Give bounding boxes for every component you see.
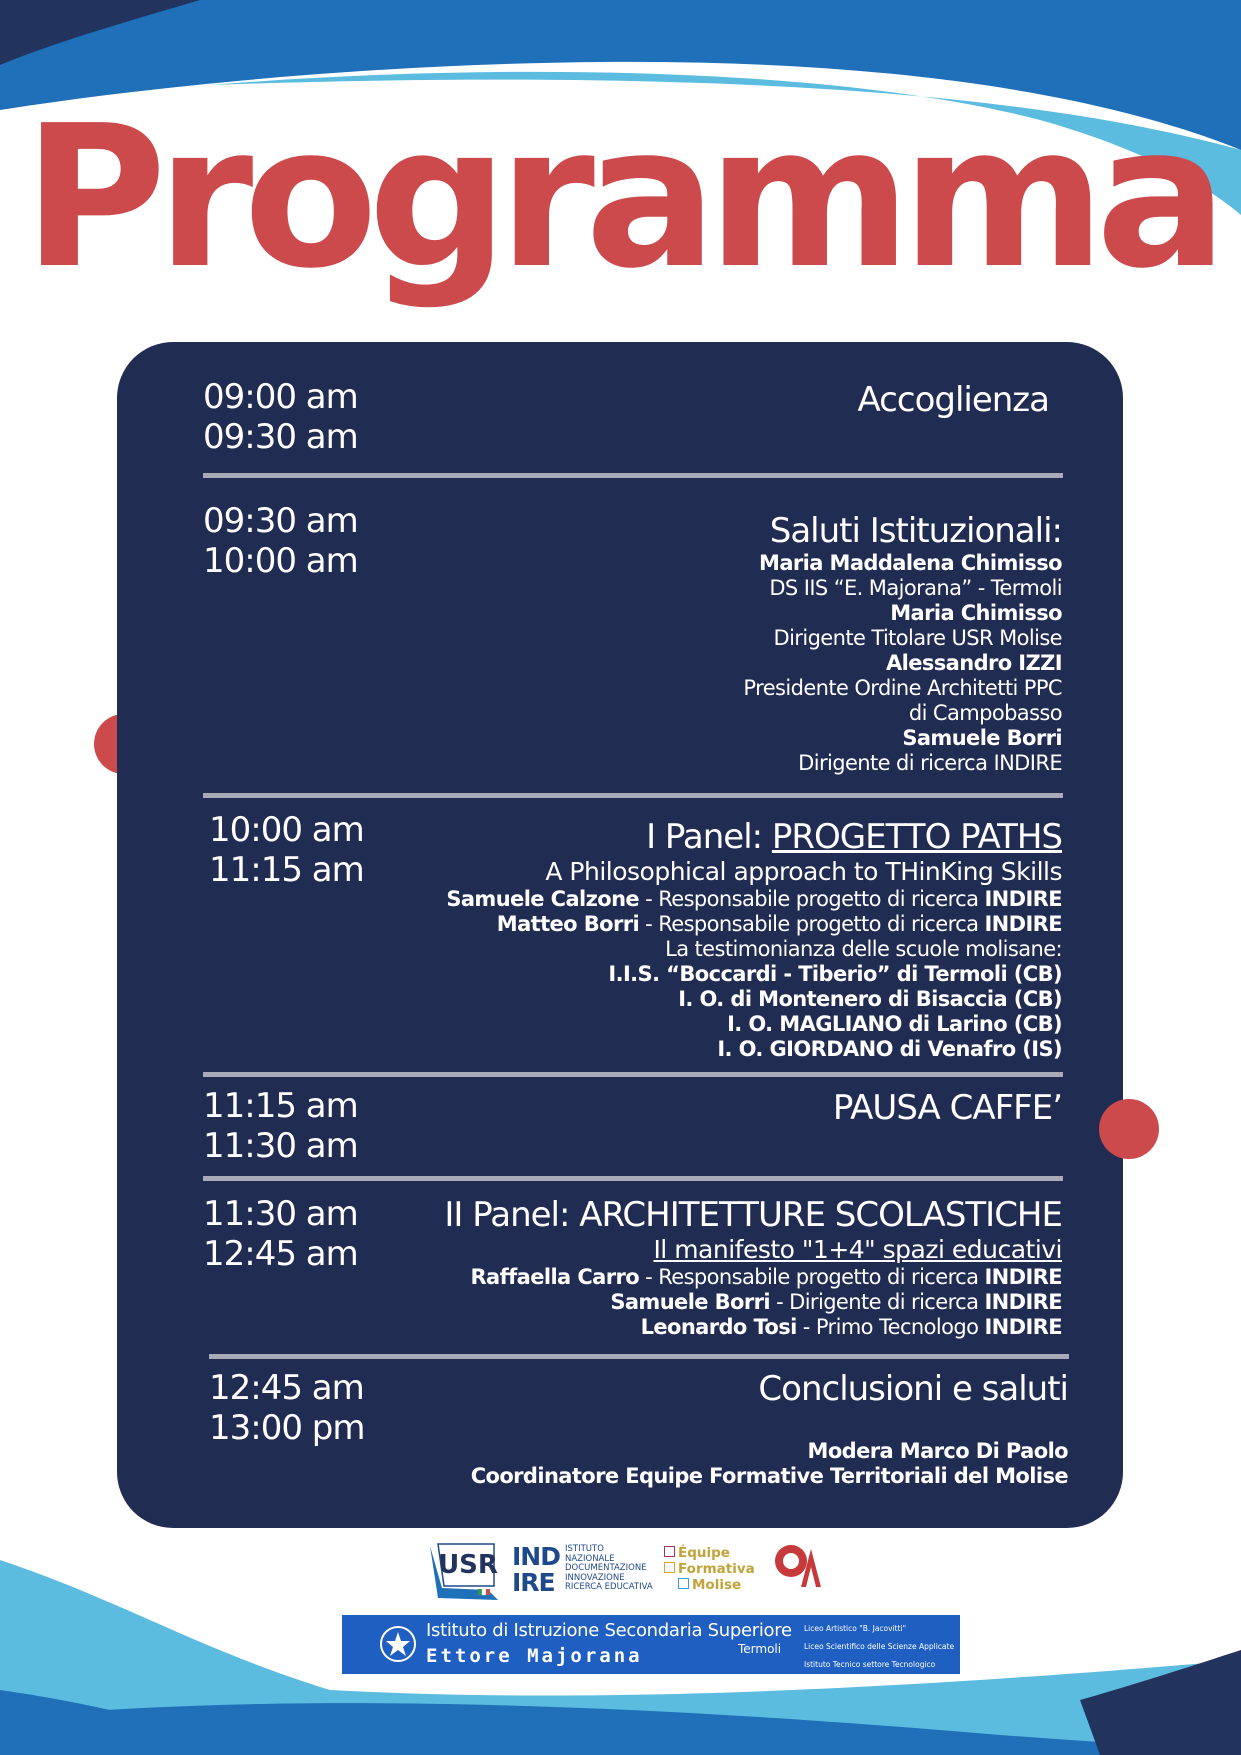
speaker-line (444, 1265, 1062, 1290)
speaker-role: Dirigente Titolare USR Molise (773, 626, 1062, 650)
speaker-name: Samuele Borri (902, 726, 1062, 750)
session-time (203, 377, 358, 457)
speaker-name: Samuele Borri (610, 1290, 770, 1314)
oa-logo-mark (773, 1541, 823, 1591)
speaker-role: Dirigente di ricerca INDIRE (798, 751, 1062, 775)
start-time: 09:00 am (203, 377, 358, 417)
speaker-org: INDIRE (984, 1315, 1062, 1339)
session-heading: II Panel: ARCHITETTURE SCOLASTICHE (444, 1195, 1062, 1235)
speaker-name: Maria Chimisso (890, 601, 1062, 625)
speaker-org: INDIRE (984, 912, 1062, 936)
speaker-line (446, 912, 1062, 937)
moderator-name: Modera Marco Di Paolo (807, 1439, 1068, 1463)
speaker-name: Raffaella Carro (470, 1265, 640, 1289)
separator (203, 473, 1063, 478)
indire-text-line: DOCUMENTAZIONE (565, 1563, 647, 1574)
start-time: 09:30 am (203, 501, 358, 541)
start-time: 10:00 am (209, 810, 364, 850)
banner-school: Istituto Tecnico settore Tecnologico (804, 1660, 936, 1669)
session-time (203, 501, 358, 581)
speaker-name: Leonardo Tosi (640, 1315, 797, 1339)
speaker-org: INDIRE (984, 1265, 1062, 1289)
indire-logo-bottom: IRE (512, 1568, 555, 1597)
heading-prefix: I Panel: (646, 817, 772, 857)
session-subtitle: A Philosophical approach to THinKing Skills (545, 857, 1062, 886)
end-time: 11:30 am (203, 1126, 358, 1166)
speaker-role: - Responsabile progetto di ricerca (639, 887, 985, 911)
school-name: I. O. GIORDANO di Venafro (IS) (717, 1037, 1062, 1061)
emblem-icon (378, 1624, 418, 1664)
speaker-name: Maria Maddalena Chimisso (759, 551, 1062, 575)
partner-logos (0, 1536, 1241, 1606)
speaker-role: - Responsabile progetto di ricerca (639, 912, 985, 936)
session-time (203, 1194, 358, 1274)
speaker-role: di Campobasso (908, 701, 1062, 725)
start-time: 12:45 am (209, 1368, 364, 1408)
school-name: I. O. MAGLIANO di Larino (CB) (727, 1012, 1062, 1036)
usr-logo-mark (428, 1540, 502, 1602)
speaker-role: - Primo Tecnologo (796, 1315, 985, 1339)
equipe-word: Équipe (678, 1545, 730, 1561)
school-name: I. O. di Montenero di Bisaccia (CB) (678, 987, 1062, 1011)
manifesto-link[interactable]: Il manifesto "1+4" spazi educativi (653, 1235, 1062, 1264)
speaker-name: Matteo Borri (496, 912, 640, 936)
end-time: 13:00 pm (209, 1408, 365, 1448)
session-heading: Accoglienza (857, 380, 1049, 420)
program-panel (117, 342, 1123, 1528)
decorative-dot-right (1099, 1099, 1159, 1159)
indire-logo-top: IND (512, 1542, 560, 1571)
speaker-role: - Dirigente di ricerca (770, 1290, 985, 1314)
equipe-word: Molise (692, 1577, 742, 1593)
speaker-line (444, 1315, 1062, 1340)
end-time: 11:15 am (209, 850, 364, 890)
session-time (209, 1368, 365, 1448)
session-heading (446, 817, 1062, 857)
usr-logo (428, 1540, 502, 1602)
banner-school: Liceo Artistico "B. Jacovitti" (804, 1624, 907, 1633)
equipe-line (664, 1545, 770, 1561)
separator (203, 1072, 1063, 1077)
school-name: I.I.S. “Boccardi - Tiberio” di Termoli (CB) (608, 962, 1062, 986)
separator (203, 1176, 1063, 1181)
architetti-logo (773, 1541, 823, 1591)
equipe-formativa-logo (664, 1545, 770, 1597)
speaker-org: INDIRE (984, 1290, 1062, 1314)
speaker-role: - Responsabile progetto di ricerca (639, 1265, 985, 1289)
project-link[interactable]: PROGETTO PATHS (771, 817, 1062, 857)
oa-logo-text: OA (797, 1589, 799, 1590)
schools-intro: La testimonianza delle scuole molisane: (665, 937, 1062, 961)
banner-line2: Ettore Majorana (426, 1645, 643, 1667)
start-time: 11:15 am (203, 1086, 358, 1126)
indire-text-line: INNOVAZIONE (565, 1572, 625, 1583)
indire-logo (512, 1544, 662, 1600)
equipe-line (664, 1561, 770, 1577)
speaker-role: Presidente Ordine Architetti PPC (743, 676, 1062, 700)
speaker-line (446, 887, 1062, 912)
start-time: 11:30 am (203, 1194, 358, 1234)
speaker-role: DS IIS “E. Majorana” - Termoli (769, 576, 1062, 600)
end-time: 09:30 am (203, 417, 358, 457)
session-heading: PAUSA CAFFE’ (832, 1088, 1062, 1128)
equipe-line (664, 1577, 770, 1593)
session-heading: Saluti Istituzionali: (769, 511, 1062, 551)
indire-text-line: NAZIONALE (565, 1553, 615, 1564)
speaker-name: Samuele Calzone (446, 887, 640, 911)
session-heading: Conclusioni e saluti (758, 1369, 1068, 1409)
banner-line1: Istituto di Istruzione Secondaria Superiore (426, 1620, 792, 1641)
end-time: 12:45 am (203, 1234, 358, 1274)
end-time: 10:00 am (203, 541, 358, 581)
session-time (203, 1086, 358, 1166)
speaker-line (444, 1290, 1062, 1315)
usr-logo-text: USR (438, 1550, 498, 1580)
session-time (209, 810, 364, 890)
speaker-name: Alessandro IZZI (885, 651, 1062, 675)
page-title: Programma (23, 84, 1218, 312)
indire-text-line: ISTITUTO (565, 1544, 604, 1554)
separator (203, 793, 1063, 798)
banner-school: Liceo Scientifico delle Scienze Applicate (804, 1642, 955, 1651)
equipe-word: Formativa (678, 1561, 755, 1577)
separator (209, 1354, 1069, 1359)
indire-text-line: RICERCA EDUCATIVA (565, 1582, 653, 1593)
banner-city: Termoli (738, 1642, 782, 1656)
moderator-role: Coordinatore Equipe Formative Territoriali del Molise (470, 1464, 1068, 1488)
school-banner (342, 1615, 960, 1674)
speaker-org: INDIRE (984, 887, 1062, 911)
